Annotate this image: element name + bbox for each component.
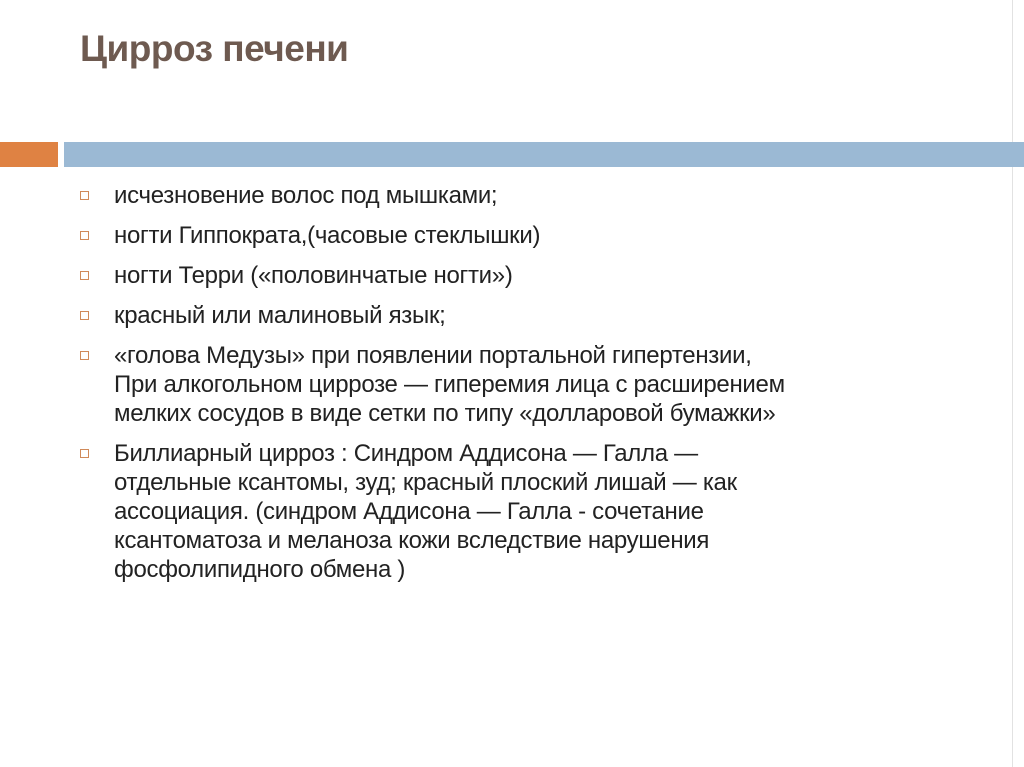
accent-bar-blue — [64, 142, 1024, 167]
square-bullet-icon — [80, 311, 89, 320]
bullet-line: фосфолипидного обмена ) — [114, 556, 406, 583]
square-bullet-icon — [80, 449, 89, 458]
bullet-line: отдельные ксантомы, зуд; красный плоский лишай — как — [114, 469, 737, 496]
bullet-line: исчезновение волос под мышками; — [114, 182, 498, 209]
accent-bar-orange — [0, 142, 58, 167]
square-bullet-icon — [80, 351, 89, 360]
bullet-line: «голова Медузы» при появлении портальной гипертензии, — [114, 342, 752, 369]
bullet-line: ногти Гиппократа,(часовые стеклышки) — [114, 222, 541, 249]
slide-title: Цирроз печени — [80, 28, 349, 69]
bullet-line: красный или малиновый язык; — [114, 302, 446, 329]
bullet-line: мелких сосудов в виде сетки по типу «долларовой бумажки» — [114, 400, 776, 427]
slide-border — [1012, 0, 1013, 767]
bullet-line: Биллиарный цирроз : Синдром Аддисона — Галла — — [114, 440, 698, 467]
bullet-item-3 — [80, 261, 980, 290]
bullet-line: ассоциация. (синдром Аддисона — Галла - сочетание — [114, 498, 704, 525]
bullet-item-5 — [80, 341, 980, 428]
bullet-line: ногти Терри («половинчатые ногти») — [114, 262, 513, 289]
square-bullet-icon — [80, 231, 89, 240]
bullet-item-4 — [80, 301, 980, 330]
square-bullet-icon — [80, 191, 89, 200]
bullet-line: При алкогольном циррозе — гиперемия лица с расширением — [114, 371, 785, 398]
bullet-line: ксантоматоза и меланоза кожи вследствие нарушения — [114, 527, 710, 554]
bullet-item-1 — [80, 181, 980, 210]
bullet-item-2 — [80, 221, 980, 250]
bullet-item-6 — [80, 439, 980, 584]
square-bullet-icon — [80, 271, 89, 280]
bullet-list — [80, 181, 980, 595]
